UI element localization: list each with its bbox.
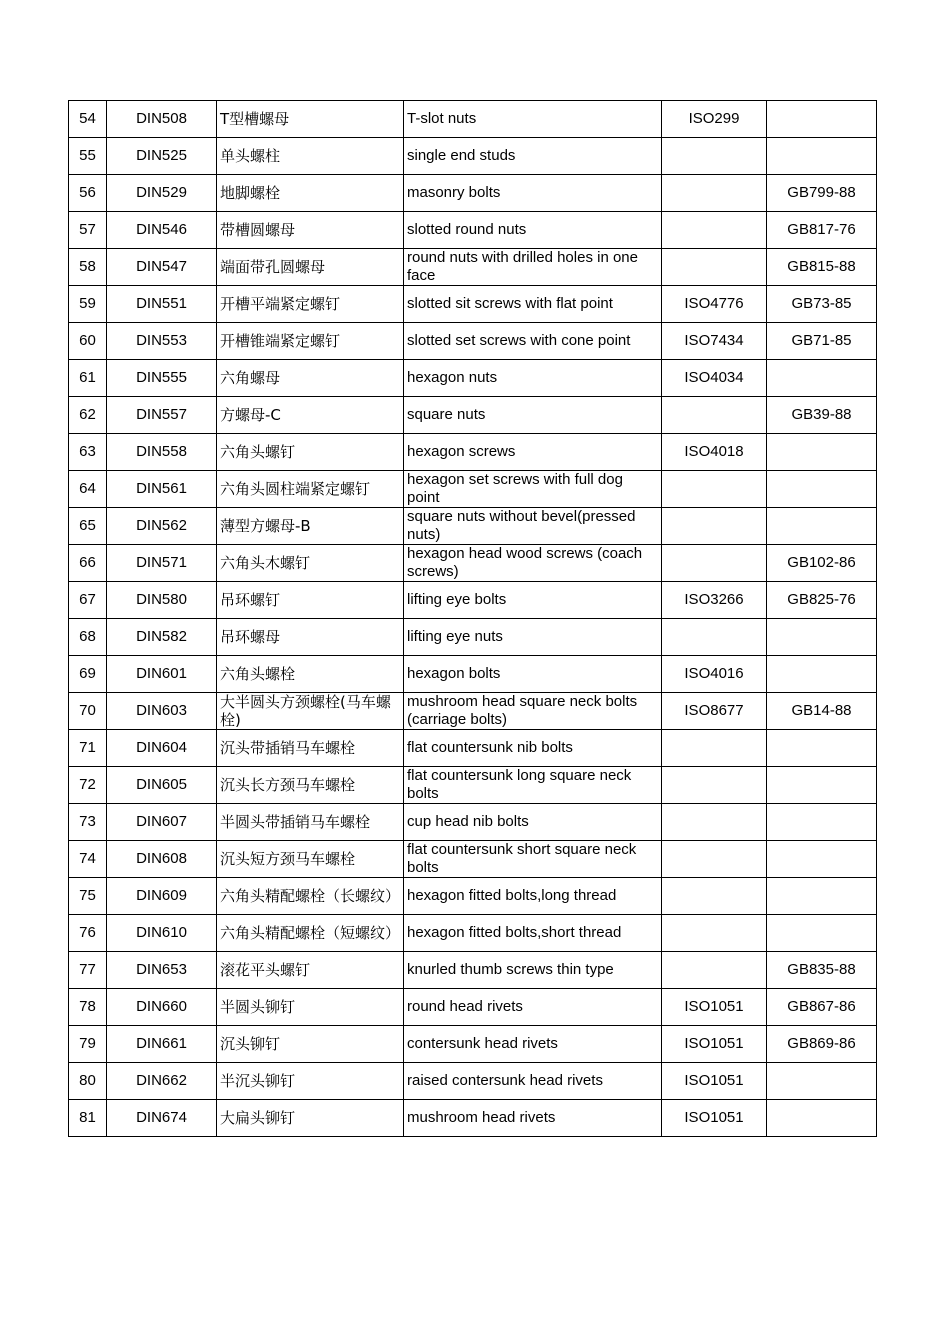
chinese-name: 六角头螺栓 (217, 656, 404, 693)
table-row (69, 508, 877, 545)
english-name: slotted set screws with cone point (404, 323, 662, 360)
iso-code (662, 397, 767, 434)
din-code: DIN608 (107, 841, 217, 878)
gb-code: GB835-88 (767, 952, 877, 989)
din-code: DIN609 (107, 878, 217, 915)
gb-code (767, 915, 877, 952)
table-row (69, 1100, 877, 1137)
table-row (69, 397, 877, 434)
row-number: 68 (69, 619, 107, 656)
table-row (69, 323, 877, 360)
iso-code: ISO8677 (662, 693, 767, 730)
gb-code (767, 360, 877, 397)
din-code: DIN525 (107, 138, 217, 175)
row-number: 73 (69, 804, 107, 841)
din-code: DIN661 (107, 1026, 217, 1063)
din-code: DIN557 (107, 397, 217, 434)
english-name: round nuts with drilled holes in one face (404, 249, 662, 286)
gb-code (767, 1063, 877, 1100)
iso-code: ISO3266 (662, 582, 767, 619)
row-number: 59 (69, 286, 107, 323)
chinese-name: 吊环螺钉 (217, 582, 404, 619)
english-name: contersunk head rivets (404, 1026, 662, 1063)
din-code: DIN604 (107, 730, 217, 767)
english-name: cup head nib bolts (404, 804, 662, 841)
iso-code: ISO1051 (662, 1063, 767, 1100)
row-number: 77 (69, 952, 107, 989)
chinese-name: 大扁头铆钉 (217, 1100, 404, 1137)
iso-code (662, 249, 767, 286)
english-name: masonry bolts (404, 175, 662, 212)
iso-code (662, 878, 767, 915)
row-number: 54 (69, 101, 107, 138)
din-code: DIN558 (107, 434, 217, 471)
chinese-name: 大半圆头方颈螺栓(马车螺栓) (217, 693, 404, 730)
iso-code (662, 545, 767, 582)
row-number: 69 (69, 656, 107, 693)
iso-code (662, 841, 767, 878)
table-row (69, 804, 877, 841)
din-code: DIN607 (107, 804, 217, 841)
gb-code (767, 841, 877, 878)
table-row (69, 434, 877, 471)
chinese-name: 带槽圆螺母 (217, 212, 404, 249)
din-code: DIN562 (107, 508, 217, 545)
table-row (69, 693, 877, 730)
din-code: DIN662 (107, 1063, 217, 1100)
row-number: 72 (69, 767, 107, 804)
iso-code: ISO1051 (662, 989, 767, 1026)
row-number: 57 (69, 212, 107, 249)
din-code: DIN555 (107, 360, 217, 397)
english-name: square nuts (404, 397, 662, 434)
english-name: round head rivets (404, 989, 662, 1026)
gb-code (767, 434, 877, 471)
row-number: 79 (69, 1026, 107, 1063)
din-code: DIN508 (107, 101, 217, 138)
table-row (69, 989, 877, 1026)
row-number: 65 (69, 508, 107, 545)
table-row (69, 841, 877, 878)
row-number: 70 (69, 693, 107, 730)
din-code: DIN551 (107, 286, 217, 323)
table-row (69, 767, 877, 804)
gb-code (767, 1100, 877, 1137)
chinese-name: 六角头圆柱端紧定螺钉 (217, 471, 404, 508)
row-number: 62 (69, 397, 107, 434)
chinese-name: 半圆头铆钉 (217, 989, 404, 1026)
gb-code (767, 101, 877, 138)
chinese-name: 六角头木螺钉 (217, 545, 404, 582)
table-row (69, 545, 877, 582)
iso-code: ISO1051 (662, 1026, 767, 1063)
chinese-name: 半圆头带插销马车螺栓 (217, 804, 404, 841)
din-code: DIN571 (107, 545, 217, 582)
english-name: lifting eye bolts (404, 582, 662, 619)
din-code: DIN580 (107, 582, 217, 619)
chinese-name: 沉头铆钉 (217, 1026, 404, 1063)
english-name: mushroom head rivets (404, 1100, 662, 1137)
din-code: DIN601 (107, 656, 217, 693)
gb-code: GB799-88 (767, 175, 877, 212)
gb-code (767, 730, 877, 767)
gb-code (767, 619, 877, 656)
gb-code: GB869-86 (767, 1026, 877, 1063)
iso-code (662, 952, 767, 989)
english-name: T-slot nuts (404, 101, 662, 138)
english-name: hexagon bolts (404, 656, 662, 693)
gb-code (767, 804, 877, 841)
iso-code (662, 767, 767, 804)
iso-code (662, 175, 767, 212)
iso-code: ISO4776 (662, 286, 767, 323)
table-row (69, 582, 877, 619)
table-row (69, 212, 877, 249)
iso-code (662, 619, 767, 656)
standards-table (68, 100, 877, 1137)
gb-code: GB102-86 (767, 545, 877, 582)
chinese-name: T型槽螺母 (217, 101, 404, 138)
row-number: 76 (69, 915, 107, 952)
row-number: 60 (69, 323, 107, 360)
english-name: flat countersunk long square neck bolts (404, 767, 662, 804)
iso-code (662, 915, 767, 952)
gb-code: GB71-85 (767, 323, 877, 360)
din-code: DIN674 (107, 1100, 217, 1137)
din-code: DIN603 (107, 693, 217, 730)
chinese-name: 沉头短方颈马车螺栓 (217, 841, 404, 878)
row-number: 81 (69, 1100, 107, 1137)
chinese-name: 薄型方螺母-B (217, 508, 404, 545)
table-row (69, 1063, 877, 1100)
english-name: slotted sit screws with flat point (404, 286, 662, 323)
english-name: flat countersunk nib bolts (404, 730, 662, 767)
english-name: slotted round nuts (404, 212, 662, 249)
row-number: 75 (69, 878, 107, 915)
chinese-name: 端面带孔圆螺母 (217, 249, 404, 286)
english-name: flat countersunk short square neck bolts (404, 841, 662, 878)
iso-code: ISO4018 (662, 434, 767, 471)
row-number: 63 (69, 434, 107, 471)
gb-code: GB815-88 (767, 249, 877, 286)
din-code: DIN582 (107, 619, 217, 656)
iso-code: ISO1051 (662, 1100, 767, 1137)
table-row (69, 952, 877, 989)
row-number: 56 (69, 175, 107, 212)
gb-code: GB867-86 (767, 989, 877, 1026)
chinese-name: 单头螺柱 (217, 138, 404, 175)
din-code: DIN610 (107, 915, 217, 952)
row-number: 55 (69, 138, 107, 175)
gb-code (767, 138, 877, 175)
table-row (69, 175, 877, 212)
iso-code: ISO4016 (662, 656, 767, 693)
gb-code: GB73-85 (767, 286, 877, 323)
chinese-name: 沉头带插销马车螺栓 (217, 730, 404, 767)
english-name: lifting eye nuts (404, 619, 662, 656)
iso-code (662, 212, 767, 249)
iso-code: ISO299 (662, 101, 767, 138)
gb-code: GB817-76 (767, 212, 877, 249)
chinese-name: 半沉头铆钉 (217, 1063, 404, 1100)
row-number: 80 (69, 1063, 107, 1100)
row-number: 78 (69, 989, 107, 1026)
gb-code: GB39-88 (767, 397, 877, 434)
table-row (69, 1026, 877, 1063)
din-code: DIN546 (107, 212, 217, 249)
table-row (69, 878, 877, 915)
chinese-name: 六角头螺钉 (217, 434, 404, 471)
table-row (69, 138, 877, 175)
table-row (69, 360, 877, 397)
chinese-name: 沉头长方颈马车螺栓 (217, 767, 404, 804)
gb-code (767, 656, 877, 693)
row-number: 67 (69, 582, 107, 619)
gb-code (767, 508, 877, 545)
english-name: knurled thumb screws thin type (404, 952, 662, 989)
row-number: 74 (69, 841, 107, 878)
row-number: 58 (69, 249, 107, 286)
english-name: hexagon nuts (404, 360, 662, 397)
iso-code (662, 138, 767, 175)
english-name: raised contersunk head rivets (404, 1063, 662, 1100)
table-row (69, 101, 877, 138)
chinese-name: 方螺母-C (217, 397, 404, 434)
iso-code (662, 471, 767, 508)
din-code: DIN553 (107, 323, 217, 360)
din-code: DIN561 (107, 471, 217, 508)
row-number: 71 (69, 730, 107, 767)
english-name: mushroom head square neck bolts (carriage bolts) (404, 693, 662, 730)
chinese-name: 吊环螺母 (217, 619, 404, 656)
chinese-name: 滚花平头螺钉 (217, 952, 404, 989)
chinese-name: 地脚螺栓 (217, 175, 404, 212)
iso-code (662, 804, 767, 841)
table-body (69, 101, 877, 1137)
din-code: DIN660 (107, 989, 217, 1026)
table-row (69, 730, 877, 767)
iso-code (662, 508, 767, 545)
row-number: 64 (69, 471, 107, 508)
din-code: DIN529 (107, 175, 217, 212)
gb-code (767, 767, 877, 804)
english-name: square nuts without bevel(pressed nuts) (404, 508, 662, 545)
gb-code: GB825-76 (767, 582, 877, 619)
english-name: hexagon head wood screws (coach screws) (404, 545, 662, 582)
table-row (69, 915, 877, 952)
din-code: DIN605 (107, 767, 217, 804)
iso-code (662, 730, 767, 767)
row-number: 66 (69, 545, 107, 582)
table-row (69, 656, 877, 693)
gb-code (767, 878, 877, 915)
english-name: hexagon fitted bolts,long thread (404, 878, 662, 915)
chinese-name: 开槽平端紧定螺钉 (217, 286, 404, 323)
english-name: hexagon screws (404, 434, 662, 471)
din-code: DIN547 (107, 249, 217, 286)
row-number: 61 (69, 360, 107, 397)
gb-code (767, 471, 877, 508)
table-row (69, 286, 877, 323)
chinese-name: 六角头精配螺栓（短螺纹） (217, 915, 404, 952)
chinese-name: 六角螺母 (217, 360, 404, 397)
table-row (69, 471, 877, 508)
english-name: single end studs (404, 138, 662, 175)
english-name: hexagon set screws with full dog point (404, 471, 662, 508)
chinese-name: 六角头精配螺栓（长螺纹） (217, 878, 404, 915)
din-code: DIN653 (107, 952, 217, 989)
table-row (69, 619, 877, 656)
gb-code: GB14-88 (767, 693, 877, 730)
chinese-name: 开槽锥端紧定螺钉 (217, 323, 404, 360)
iso-code: ISO7434 (662, 323, 767, 360)
table-row (69, 249, 877, 286)
iso-code: ISO4034 (662, 360, 767, 397)
english-name: hexagon fitted bolts,short thread (404, 915, 662, 952)
